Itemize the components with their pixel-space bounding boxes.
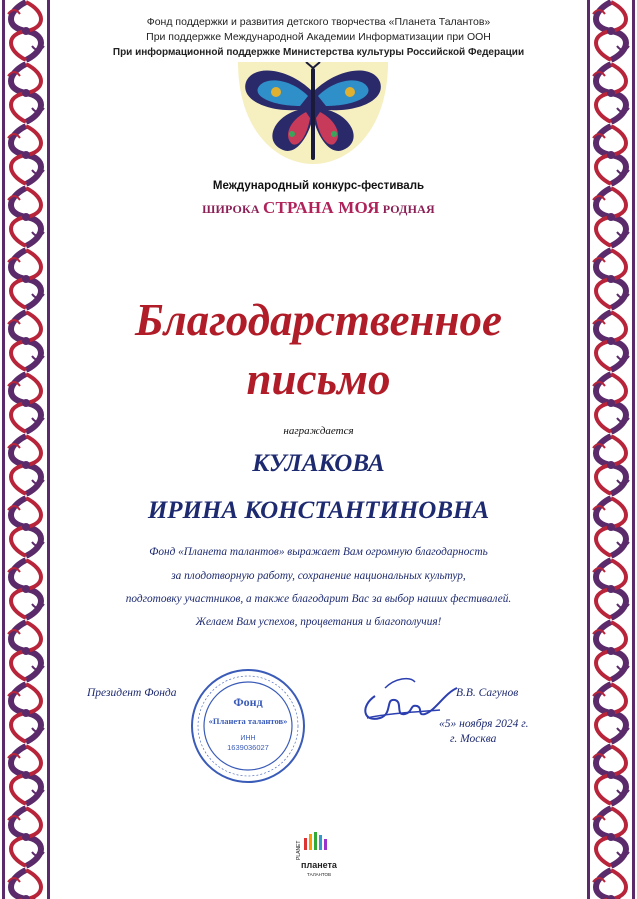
body-line-3: подготовку участников, а также благодарит Вас за выбор наших фестивалей.: [125, 593, 512, 605]
recipient-surname: КУЛАКОВА: [252, 450, 385, 477]
stamp-top-text: Фонд: [233, 695, 263, 709]
foundation-stamp: [188, 666, 308, 786]
header-foundation: Фонд поддержки и развития детского творчества «Планета Талантов»: [146, 16, 491, 28]
president-role: Президент Фонда: [87, 687, 177, 699]
contest-name-part1: ШИРОКА: [202, 202, 260, 216]
contest-name-part2: СТРАНА МОЯ: [263, 198, 380, 217]
left-ornament-border: [0, 0, 52, 899]
stamp-middle-text: «Планета талантов»: [208, 716, 288, 726]
document-title-line1: Благодарственное: [135, 295, 502, 345]
right-ornament-border: [585, 0, 637, 899]
issue-date: «5» ноября 2024 г.: [439, 718, 529, 730]
recipient-given-names: ИРИНА КОНСТАНТИНОВНА: [147, 497, 490, 524]
signer-name: В.В. Сагунов: [456, 687, 519, 699]
header-academy: При поддержке Международной Академии Информатизации при ООН: [146, 31, 491, 43]
body-line-2: за плодотворную работу, сохранение национальных культур,: [171, 570, 466, 582]
contest-type: Международный конкурс-фестиваль: [212, 180, 425, 192]
footer-logo-main: планета: [301, 860, 337, 870]
stamp-inn-label: ИНН: [240, 735, 256, 742]
footer-logo-sub: ТАЛАНТОВ: [307, 872, 331, 877]
contest-name-part3: РОДНАЯ: [382, 202, 435, 216]
document-title-line2: письмо: [246, 354, 391, 404]
butterfly-logo-icon: [228, 62, 398, 174]
stamp-inn-number: 1639036027: [227, 743, 269, 752]
issue-city: г. Москва: [450, 733, 497, 745]
header-ministry: При информационной поддержке Министерства культуры Российской Федерации: [112, 47, 525, 58]
body-line-1: Фонд «Планета талантов» выражает Вам огромную благодарность: [149, 546, 488, 558]
contest-name: [100, 198, 537, 218]
awarded-label: награждается: [283, 425, 354, 437]
body-line-4: Желаем Вам успехов, процветания и благополучия!: [195, 616, 442, 628]
footer-logo-side: PLANET: [296, 840, 302, 860]
planet-talents-logo-icon: [294, 830, 344, 882]
